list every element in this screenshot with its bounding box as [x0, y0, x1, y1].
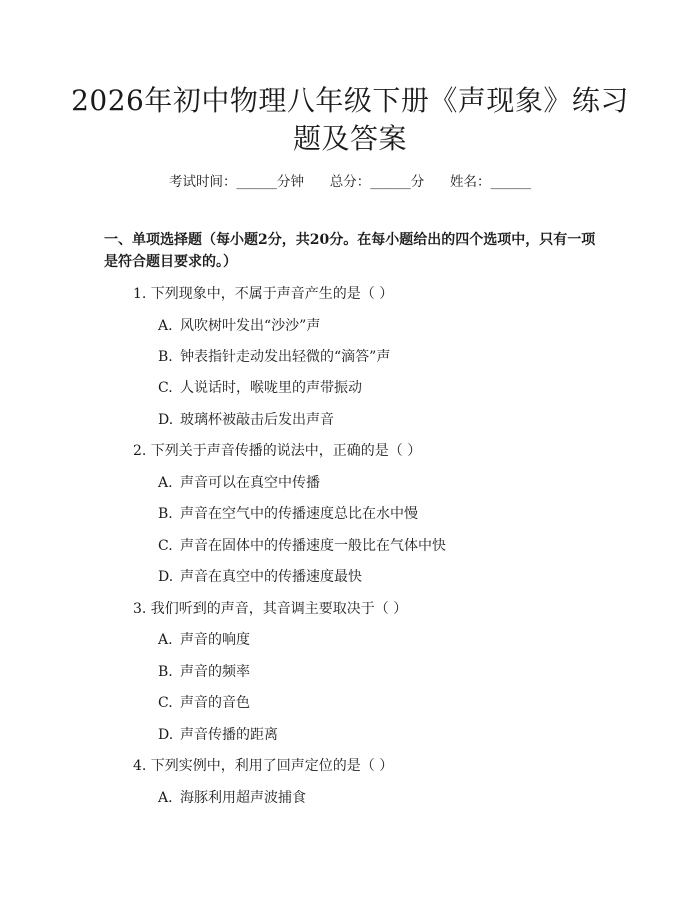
- question-2-option-b: [158, 503, 418, 523]
- option-text: 声音的音色: [180, 695, 250, 711]
- section-heading: 一、单项选择题（每小题2分，共20分。在每小题给出的四个选项中，只有一项是符合题目要求的。）: [104, 232, 596, 270]
- option-letter: A.: [158, 475, 173, 491]
- option-letter: B.: [158, 664, 173, 680]
- question-3-option-c: [158, 692, 250, 712]
- option-letter: A.: [158, 318, 173, 334]
- page-title: 2026年初中物理八年级下册《声现象》练习题及答案: [71, 84, 629, 155]
- option-letter: B.: [158, 506, 173, 522]
- option-text: 声音可以在真空中传播: [180, 475, 320, 491]
- question-3-stem: 3. 我们听到的声音，其音调主要取决于（ ）: [133, 601, 408, 617]
- question-3-option-d: [158, 724, 278, 744]
- option-text: 风吹树叶发出“沙沙”声: [180, 318, 321, 334]
- question-2-option-a: [158, 472, 320, 492]
- question-1-option-d: [158, 409, 334, 429]
- question-3-option-b: [158, 661, 250, 681]
- option-text: 声音在固体中的传播速度一般比在气体中快: [180, 538, 446, 554]
- question-1-stem: 1. 下列现象中，不属于声音产生的是（ ）: [133, 286, 394, 302]
- option-text: 声音的频率: [180, 664, 250, 680]
- question-2-option-d: [158, 566, 362, 586]
- question-1-option-b: [158, 346, 390, 366]
- exam-meta-line: 考试时间：______分钟 总分：______分 姓名：______: [169, 174, 531, 190]
- option-letter: A.: [158, 632, 173, 648]
- question-3-option-a: [158, 629, 250, 649]
- option-letter: D.: [158, 412, 174, 428]
- option-letter: C.: [158, 538, 173, 554]
- question-2-stem: 2. 下列关于声音传播的说法中，正确的是（ ）: [133, 443, 422, 459]
- question-1-option-c: [158, 377, 362, 397]
- option-text: 海豚利用超声波捕食: [180, 790, 306, 806]
- question-4-option-a: [158, 787, 306, 807]
- option-letter: D.: [158, 569, 174, 585]
- question-2-option-c: [158, 535, 446, 555]
- option-letter: C.: [158, 380, 173, 396]
- option-text: 人说话时，喉咙里的声带振动: [180, 380, 362, 396]
- option-text: 声音的响度: [180, 632, 250, 648]
- question-4-stem: 4. 下列实例中，利用了回声定位的是（ ）: [133, 758, 394, 774]
- option-text: 钟表指针走动发出轻微的“滴答”声: [180, 349, 391, 365]
- option-letter: D.: [158, 727, 174, 743]
- option-letter: B.: [158, 349, 173, 365]
- question-1-option-a: [158, 315, 320, 335]
- option-text: 玻璃杯被敲击后发出声音: [180, 412, 334, 428]
- option-text: 声音在真空中的传播速度最快: [180, 569, 362, 585]
- option-letter: A.: [158, 790, 173, 806]
- option-text: 声音传播的距离: [180, 727, 278, 743]
- option-text: 声音在空气中的传播速度总比在水中慢: [180, 506, 418, 522]
- option-letter: C.: [158, 695, 173, 711]
